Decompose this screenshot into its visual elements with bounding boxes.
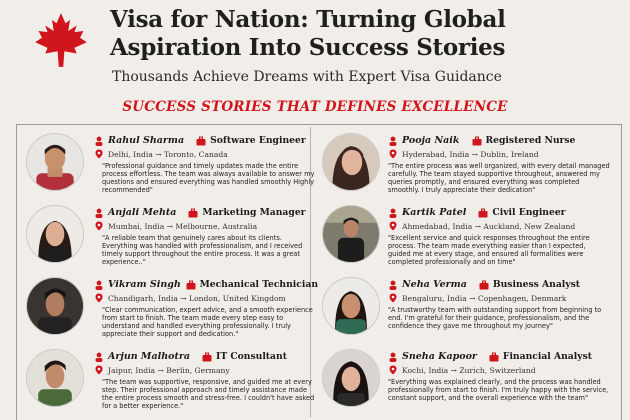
story-quote: "A reliable team that genuinely cares about its clients. Everything was handled with professionalism, and I received timely support throughout the entire process. It was a great experience.."	[102, 234, 303, 266]
person-icon	[94, 208, 104, 218]
avatar	[322, 277, 380, 335]
person-icon	[388, 136, 398, 146]
maple-leaf-icon	[30, 12, 92, 68]
story-card	[318, 344, 612, 416]
story-name: Neha Verma	[402, 279, 467, 290]
avatar	[26, 277, 84, 335]
story-name: Pooja Naik	[402, 135, 460, 146]
page-subtitle: Thousands Achieve Dreams with Expert Visa Guidance	[112, 69, 502, 85]
story-card	[18, 272, 318, 344]
story-job: Business Analyst	[492, 279, 581, 290]
location-pin-icon	[94, 293, 104, 303]
story-quote: "Excellent service and quick responses throughout the entire process. The team made everything easier than I expected, guided me at every stage, and ensured all formalities were completed professionally and on time"	[388, 234, 590, 266]
avatar	[322, 205, 380, 263]
story-card	[18, 344, 315, 416]
person-icon	[94, 352, 104, 362]
story-job: IT Consultant	[216, 351, 287, 362]
page-title: Visa for Nation: Turning Global Aspiration Into Success Stories	[110, 6, 506, 61]
avatar	[26, 133, 84, 191]
story-route: Hyderabad, India → Dublin, Ireland	[402, 149, 539, 159]
avatar	[322, 133, 380, 191]
story-card	[18, 128, 315, 200]
story-route: Bengaluru, India → Copenhagen, Denmark	[402, 293, 567, 303]
story-job: Software Engineer	[210, 135, 306, 146]
location-pin-icon	[388, 149, 398, 159]
story-card	[18, 200, 312, 272]
briefcase-icon	[186, 280, 196, 290]
section-title: SUCCESS STORIES THAT DEFINES EXCELLENCE	[122, 99, 508, 115]
briefcase-icon	[489, 352, 499, 362]
story-route: Ahmedabad, India → Auckland, New Zealand	[402, 221, 576, 231]
briefcase-icon	[196, 136, 206, 146]
story-card	[318, 128, 612, 200]
story-name: Rahul Sharma	[108, 135, 185, 146]
briefcase-icon	[202, 352, 212, 362]
story-route: Kochi, India → Zurich, Switzerland	[402, 365, 536, 375]
avatar	[322, 349, 380, 407]
story-route: Delhi, India → Toronto, Canada	[108, 149, 228, 159]
page-header	[0, 0, 630, 122]
story-job: Registered Nurse	[485, 135, 576, 146]
person-icon	[388, 280, 398, 290]
story-route: Chandigarh, India → London, United Kingdom	[108, 293, 286, 303]
story-job: Civil Engineer	[492, 207, 566, 218]
location-pin-icon	[94, 365, 104, 375]
location-pin-icon	[94, 221, 104, 231]
avatar	[26, 349, 84, 407]
story-name: Sneha Kapoor	[402, 351, 477, 362]
story-job: Mechanical Technician	[199, 279, 318, 290]
story-name: Vikram Singh	[108, 279, 181, 290]
person-icon	[94, 136, 104, 146]
location-pin-icon	[388, 293, 398, 303]
story-card	[318, 272, 612, 344]
location-pin-icon	[388, 365, 398, 375]
story-job: Financial Analyst	[502, 351, 592, 362]
avatar	[26, 205, 84, 263]
story-route: Mumbai, India → Melbourne, Australia	[108, 221, 258, 231]
person-icon	[94, 280, 104, 290]
briefcase-icon	[472, 136, 482, 146]
story-quote: "Professional guidance and timely updates made the entire process effortless. The team was always available to answer my questions and ensured everything was handled smoothly Highly recommended"	[102, 162, 315, 194]
story-job: Marketing Manager	[202, 207, 306, 218]
story-name: Kartik Patel	[402, 207, 467, 218]
story-quote: "Everything was explained clearly, and the process was handled professionally from start to finish. I'm truly happy with the service, constant support, and the overall experience with the team"	[388, 378, 609, 402]
person-icon	[388, 352, 398, 362]
briefcase-icon	[479, 280, 489, 290]
location-pin-icon	[94, 149, 104, 159]
person-icon	[388, 208, 398, 218]
briefcase-icon	[188, 208, 198, 218]
briefcase-icon	[478, 208, 488, 218]
story-name: Arjun Malhotra	[108, 351, 191, 362]
story-route: Jaipur, India → Berlin, Germany	[108, 365, 230, 375]
location-pin-icon	[388, 221, 398, 231]
story-card	[318, 200, 612, 272]
story-quote: "A trustworthy team with outstanding support from beginning to end. I'm grateful for their guidance, professionalism, and the confidence they gave me throughout my journey"	[388, 306, 602, 330]
story-name: Anjali Mehta	[108, 207, 177, 218]
story-quote: "Clear communication, expert advice, and a smooth experience from start to finish. The team made every step easy to understand and handled everything professionally. I truly appreciate their support and dedication."	[102, 306, 313, 338]
story-quote: "The team was supportive, responsive, and guided me at every step. Their professional approach and timely assistance made the entire process smooth and stress-free. I couldn't have asked for a better experience."	[102, 378, 315, 410]
story-quote: "The entire process was well organized, with every detail managed carefully. The team stayed supportive throughout, answered my queries promptly, and ensured everything was completed smoothly. I truly appreciate their dedication"	[388, 162, 610, 194]
